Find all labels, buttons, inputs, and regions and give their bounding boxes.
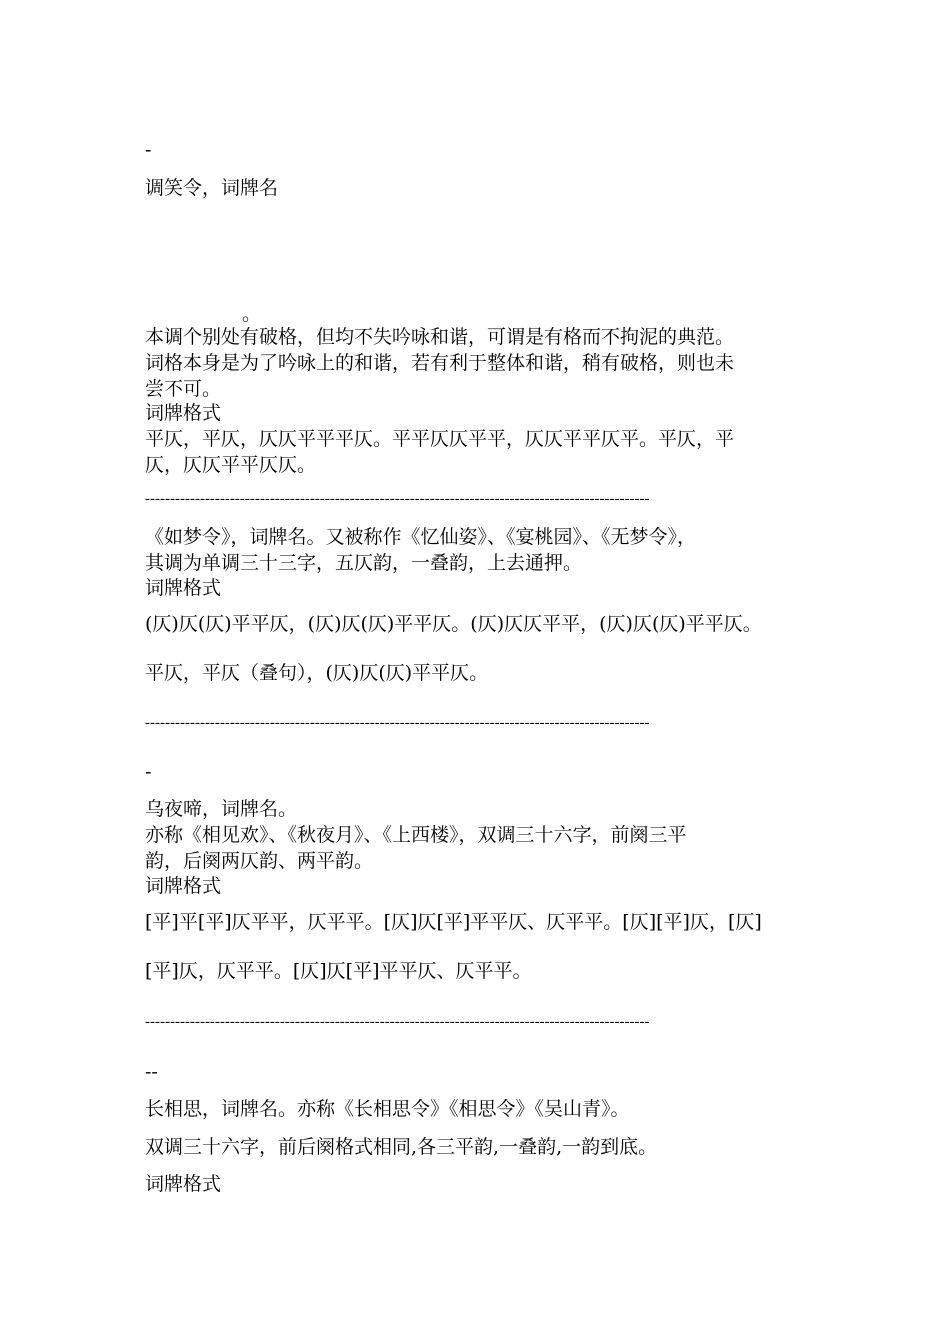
text-line: 韵，后阕两仄韵、两平韵。 [145,850,374,872]
text-line: [平]仄，仄平平。[仄]仄[平]平平仄、仄平平。 [145,960,532,982]
text-line: 仄，仄仄平平仄仄。 [145,454,317,476]
text-line: 调笑令，词牌名 [145,177,279,199]
text-line: 平仄，平仄，仄仄平平平仄。平平仄仄平平，仄仄平平仄平。平仄，平 [145,428,735,450]
text-line: 词牌格式 [145,402,222,424]
text-line: 。 [242,303,262,325]
text-line: 词牌格式 [145,875,222,897]
text-line: 其调为单调三十三字，五仄韵，一叠韵，上去通押。 [145,552,583,574]
text-line: 词牌格式 [145,1173,222,1195]
text-line: 长相思，词牌名。亦称《长相思令》《相思令》《吴山青》。 [145,1098,630,1120]
text-line: - [145,139,152,161]
text-line: [平]平[平]仄平平，仄平平。[仄]仄[平]平平仄、仄平平。[仄][平]仄，[仄] [145,911,762,933]
text-line: 《如梦令》，词牌名。又被称作《忆仙姿》、《宴桃园》、《无梦令》， [145,526,697,548]
text-line: 本调个别处有破格，但均不失吟咏和谐，可谓是有格而不拘泥的典范。 [145,326,735,348]
text-line: 尝不可。 [145,378,222,400]
text-line: -- [145,1061,158,1083]
separator-line: ----------------------------------------------------------------------------------------------------- [145,1014,650,1030]
separator-line: ----------------------------------------------------------------------------------------------------- [145,491,650,507]
text-line: 平仄，平仄（叠句），(仄)仄(仄)平平仄。 [145,662,489,684]
text-line: (仄)仄(仄)平平仄，(仄)仄(仄)平平仄。(仄)仄仄平平，(仄)仄(仄)平平仄。 [145,613,762,635]
text-line: 词牌格式 [145,577,222,599]
text-line: 亦称《相见欢》、《秋夜月》、《上西楼》，双调三十六字，前阕三平 [145,824,687,846]
text-line: - [145,761,152,783]
text-line: 词格本身是为了吟咏上的和谐，若有利于整体和谐，稍有破格，则也未 [145,352,735,374]
text-line: 乌夜啼，词牌名。 [145,798,298,820]
text-line: 双调三十六字，前后阕格式相同,各三平韵,一叠韵,一韵到底。 [145,1136,658,1158]
separator-line: ----------------------------------------------------------------------------------------------------- [145,715,650,731]
